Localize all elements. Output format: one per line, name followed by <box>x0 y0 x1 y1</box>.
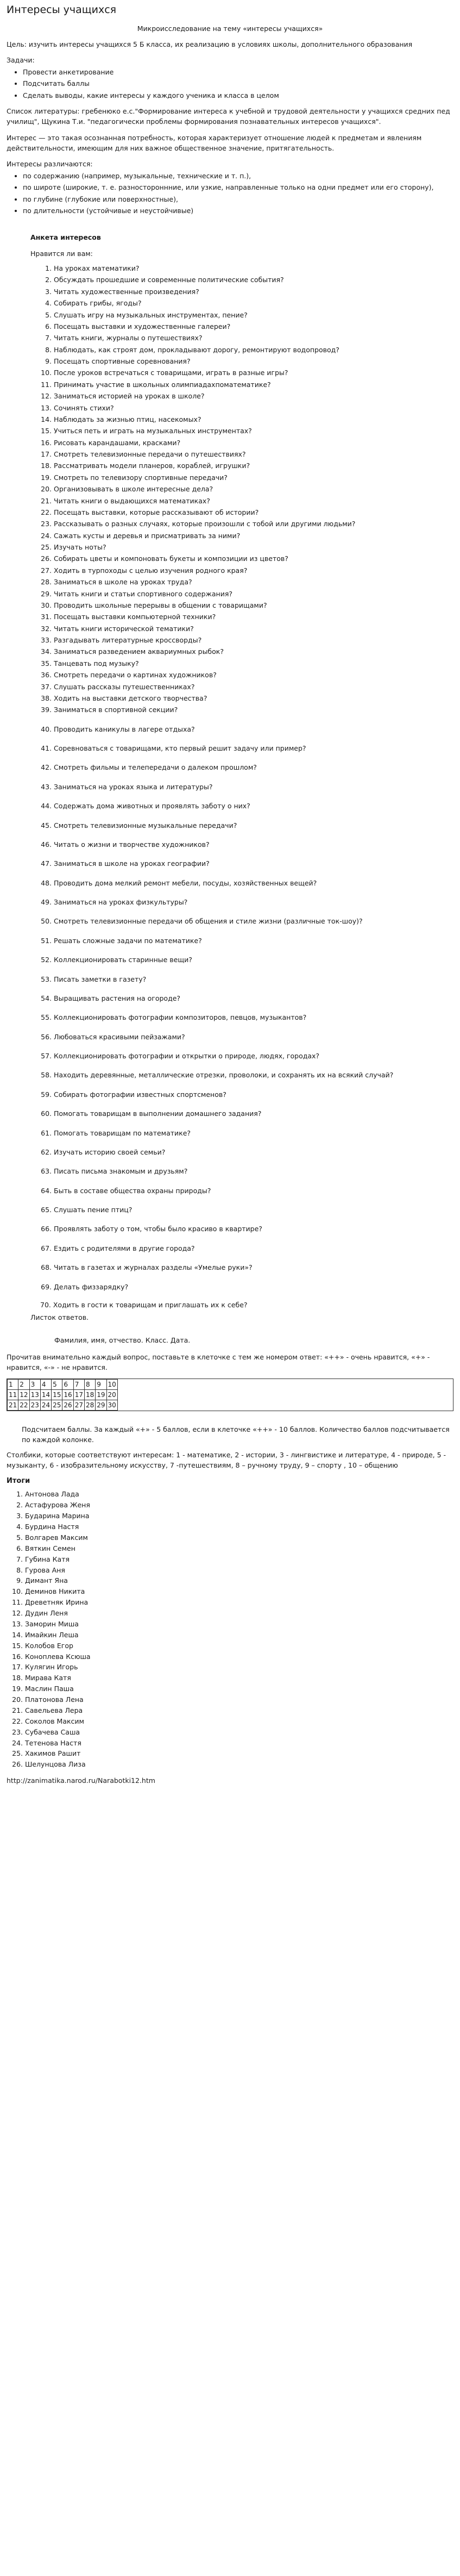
question-item: 37. Слушать рассказы путешественниках? <box>54 682 453 692</box>
grid-cell: 8 <box>84 1379 95 1389</box>
tasks-heading: Задачи: <box>7 56 35 65</box>
grid-cell: 28 <box>84 1400 95 1410</box>
question-item: 32. Читать книги исторической тематики? <box>54 623 453 634</box>
question-item: 54. Выращивать растения на огороде? <box>54 993 453 1003</box>
question-item: 34. Заниматься разведением аквариумных рыбок? <box>54 646 453 657</box>
question-item: 66. Проявлять заботу о том, чтобы было красиво в квартире? <box>54 1224 453 1234</box>
question-item: 27. Ходить в турпоходы с целью изучения родного края? <box>54 565 453 576</box>
question-item: 57. Коллекционировать фотографии и открытки о природе, людях, городах? <box>54 1051 453 1061</box>
grid-cell: 11 <box>8 1389 18 1400</box>
question-item: 3. Читать художественные произведения? <box>54 286 453 297</box>
student-name: 15. Колобов Егор <box>25 1641 453 1651</box>
student-name: 9. Димант Яна <box>25 1575 453 1586</box>
student-name: 5. Волгарев Максим <box>25 1532 453 1543</box>
question-item: 56. Любоваться красивыми пейзажами? <box>54 1032 453 1042</box>
student-name: 17. Кулягин Игорь <box>25 1662 453 1672</box>
questionnaire-intro: Нравится ли вам: <box>30 249 93 258</box>
page-title: Интересы учащихся <box>7 4 117 16</box>
student-name: 20. Платонова Лена <box>25 1694 453 1705</box>
subtitle: Микроисследование на тему «интересы учащихся» <box>137 24 323 33</box>
question-item: 22. Посещать выставки, которые рассказывают об истории? <box>54 507 453 517</box>
question-item: 13. Сочинять стихи? <box>54 403 453 413</box>
question-item: 24. Сажать кусты и деревья и присматривать за ними? <box>54 531 453 541</box>
question-item: 10. После уроков встречаться с товарищами, играть в разные игры? <box>54 367 453 378</box>
grid-cell: 9 <box>96 1379 106 1389</box>
grid-row <box>8 1400 455 1410</box>
question-item: 1. На уроках математики? <box>54 263 453 273</box>
question-70: 70. Ходить в гости к товарищам и приглашать их к себе? <box>40 1300 248 1309</box>
question-item: 38. Ходить на выставки детского творчества? <box>54 693 453 703</box>
question-item: 16. Рисовать карандашами, красками? <box>54 438 453 448</box>
question-item: 59. Собирать фотографии известных спортсменов? <box>54 1089 453 1100</box>
interest-type-item: • по содержанию (например, музыкальные, технические и т. п.), <box>23 171 453 181</box>
grid-cell: 17 <box>73 1389 84 1400</box>
tasks-list <box>7 67 453 101</box>
interest-type-item: • по глубине (глубокие или поверхностные), <box>23 194 453 204</box>
question-item: 17. Смотреть телевизионные передачи о путешествиях? <box>54 449 453 459</box>
student-name: 3. Бударина Марина <box>25 1511 453 1521</box>
student-name: 26. Шелунцова Лиза <box>25 1759 453 1769</box>
question-item: 25. Изучать ноты? <box>54 542 453 552</box>
question-item: 61. Помогать товарищам по математике? <box>54 1128 453 1138</box>
question-item: 62. Изучать историю своей семьи? <box>54 1147 453 1157</box>
question-item: 58. Находить деревянные, металлические отрезки, проволоки, и сохранять их на всякий случай? <box>54 1070 453 1080</box>
question-item: 50. Смотреть телевизионные передачи об общения и стиле жизни (различные ток-шоу)? <box>54 916 453 926</box>
grid-cell: 24 <box>40 1400 51 1410</box>
student-name: 19. Маслин Паша <box>25 1683 453 1694</box>
student-name: 10. Деминов Никита <box>25 1586 453 1596</box>
answer-grid-frame <box>7 1379 453 1411</box>
question-item: 36. Смотреть передачи о картинах художников? <box>54 670 453 680</box>
grid-row <box>8 1379 455 1389</box>
page <box>0 3 460 1786</box>
grid-cell: 26 <box>62 1400 73 1410</box>
student-name: 21. Савельева Лера <box>25 1705 453 1716</box>
question-item: 64. Быть в составе общества охраны природы? <box>54 1186 453 1196</box>
question-item: 46. Читать о жизни и творчестве художников? <box>54 839 453 850</box>
grid-empty-area <box>117 1389 454 1400</box>
question-item: 55. Коллекционировать фотографии композиторов, певцов, музыкантов? <box>54 1012 453 1022</box>
grid-empty-area <box>117 1379 454 1389</box>
question-item: 6. Посещать выставки и художественные галереи? <box>54 321 453 332</box>
source-link[interactable]: http://zanimatika.narod.ru/Narabotki12.htm <box>7 1776 155 1785</box>
question-item: 65. Слушать пение птиц? <box>54 1205 453 1215</box>
student-name: 6. Вяткин Семен <box>25 1543 453 1554</box>
question-item: 35. Танцевать под музыку? <box>54 658 453 669</box>
question-item: 20. Организовывать в школе интересные дела? <box>54 484 453 494</box>
student-name: 22. Соколов Максим <box>25 1716 453 1726</box>
question-item: 68. Читать в газетах и журналах разделы «Умелые руки»? <box>54 1262 453 1273</box>
question-item: 11. Принимать участие в школьных олимпиадахпоматематике? <box>54 379 453 390</box>
student-name: 8. Гурова Аня <box>25 1565 453 1575</box>
grid-cell: 4 <box>40 1379 51 1389</box>
grid-cell: 15 <box>52 1389 62 1400</box>
question-item: 51. Решать сложные задачи по математике? <box>54 935 453 946</box>
fio-line: Фамилия, имя, отчество. Класс. Дата. <box>54 1336 191 1344</box>
calc-text: Подсчитаем баллы. За каждый «+» - 5 баллов, если в клеточке «++» - 10 баллов. Количество баллов подсчитывается по каждой колонке. <box>22 1425 450 1444</box>
question-item: 63. Писать письма знакомым и друзьям? <box>54 1166 453 1176</box>
question-item: 5. Слушать игру на музыкальных инструментах, пение? <box>54 310 453 320</box>
student-name: 12. Дудин Леня <box>25 1608 453 1618</box>
questions-list <box>30 263 453 1292</box>
grid-cell: 2 <box>18 1379 29 1389</box>
question-item: 60. Помогать товарищам в выполнении домашнего задания? <box>54 1108 453 1119</box>
grid-cell: 7 <box>73 1379 84 1389</box>
question-item: 30. Проводить школьные перерывы в общении с товарищами? <box>54 600 453 610</box>
grid-cell: 3 <box>29 1379 40 1389</box>
question-item: 41. Соревноваться с товарищами, кто первый решит задачу или пример? <box>54 743 453 753</box>
question-item: 69. Делать физзарядку? <box>54 1282 453 1292</box>
student-name: 23. Субачева Саша <box>25 1727 453 1737</box>
grid-cell: 16 <box>62 1389 73 1400</box>
definition-text: Интерес — это такая осознанная потребность, которая характеризует отношение людей к предметам и явлениям действительности, имеющим для них важное общественное значение, притягательность. <box>7 133 422 153</box>
grid-cell: 13 <box>29 1389 40 1400</box>
grid-cell: 25 <box>52 1400 62 1410</box>
task-item: • Провести анкетирование <box>23 67 453 77</box>
question-item: 2. Обсуждать прошедшие и современные политические события? <box>54 275 453 285</box>
student-name: 13. Заморин Миша <box>25 1619 453 1629</box>
grid-cell: 14 <box>40 1389 51 1400</box>
question-item: 8. Наблюдать, как строят дом, прокладывают дорогу, ремонтируют водопровод? <box>54 345 453 355</box>
question-item: 15. Учиться петь и играть на музыкальных инструментах? <box>54 426 453 436</box>
question-item: 53. Писать заметки в газету? <box>54 974 453 984</box>
question-item: 23. Рассказывать о разных случаях, которые произошли с тобой или другими людьми? <box>54 519 453 529</box>
question-item: 44. Содержать дома животных и проявлять заботу о них? <box>54 801 453 811</box>
question-item: 48. Проводить дома мелкий ремонт мебели, посуды, хозяйственных вещей? <box>54 878 453 888</box>
answer-grid <box>7 1379 454 1411</box>
task-item: • Подсчитать баллы <box>23 78 453 89</box>
question-item: 33. Разгадывать литературные кроссворды? <box>54 635 453 645</box>
question-item: 29. Читать книги и статьи спортивного содержания? <box>54 589 453 599</box>
grid-cell: 22 <box>18 1400 29 1410</box>
itogi-heading: Итоги <box>7 1477 30 1486</box>
question-item: 4. Собирать грибы, ягоды? <box>54 298 453 308</box>
grid-cell: 20 <box>106 1389 117 1400</box>
student-name: 2. Астафурова Женя <box>25 1500 453 1510</box>
question-item: 39. Заниматься в спортивной секции? <box>54 704 453 715</box>
grid-cell: 27 <box>73 1400 84 1410</box>
question-item: 28. Заниматься в школе на уроках труда? <box>54 577 453 587</box>
columns-text: Столбики, которые соответствуют интересам: 1 - математике, 2 - истории, 3 - лингвистике и литературе, 4 - природе, 5 - музыканту, 6 - изобразительному искусству, 7 -путешествиям, 8 – ручному труду, 9 – спорту , 10 – общению <box>7 1450 446 1469</box>
names-list <box>7 1489 453 1769</box>
question-item: 12. Заниматься историей на уроках в школе? <box>54 391 453 401</box>
student-name: 1. Антонова Лада <box>25 1489 453 1499</box>
question-item: 43. Заниматься на уроках языка и литературы? <box>54 782 453 792</box>
student-name: 25. Хакимов Рашит <box>25 1748 453 1758</box>
question-item: 47. Заниматься в школе на уроках географии? <box>54 858 453 869</box>
question-item: 21. Читать книги о выдающихся математиках? <box>54 496 453 506</box>
grid-cell: 30 <box>106 1400 117 1410</box>
question-item: 9. Посещать спортивные соревнования? <box>54 356 453 366</box>
student-name: 24. Тетенова Настя <box>25 1738 453 1748</box>
grid-cell: 10 <box>106 1379 117 1389</box>
interest-type-item: • по широте (широкие, т. е. разностороннние, или узкие, направленные только на одни предмет или его сторону), <box>23 182 453 192</box>
grid-cell: 29 <box>96 1400 106 1410</box>
interest-type-item: • по длительности (устойчивые и неустойчивые) <box>23 205 453 216</box>
question-item: 31. Посещать выставки компьютерной техники? <box>54 612 453 622</box>
student-name: 16. Коноплева Ксюша <box>25 1651 453 1662</box>
questionnaire <box>30 232 453 1292</box>
question-item: 26. Собирать цветы и компоновать букеты и композиции из цветов? <box>54 553 453 564</box>
instruction-text: Прочитав внимательно каждый вопрос, поставьте в клеточке с тем же номером ответ: «++» - очень нравится, «+» - нравится, «-» - не нравится. <box>7 1353 430 1372</box>
question-item: 18. Рассматривать модели планеров, кораблей, игрушки? <box>54 460 453 471</box>
questionnaire-heading: Анкета интересов <box>30 233 101 242</box>
goal-text: Цель: изучить интересы учащихся 5 Б класса, их реализацию в условиях школы, дополнительного образования <box>7 40 413 49</box>
grid-cell: 5 <box>52 1379 62 1389</box>
task-item: • Сделать выводы, какие интересы у каждого ученика и класса в целом <box>23 90 453 101</box>
question-item: 40. Проводить каникулы в лагере отдыха? <box>54 724 453 734</box>
literature-text: Список литературы: гребенюко е.с."Формирование интереса к учебной и трудовой деятельности у учащихся средних пед училищ", Щукина Т.и. "педагогически проблемы формирования познавательных интересов учащихся". <box>7 107 450 126</box>
question-item: 19. Смотреть по телевизору спортивные передачи? <box>54 472 453 483</box>
question-item: 45. Смотреть телевизионные музыкальные передачи? <box>54 820 453 831</box>
student-name: 4. Бурдина Настя <box>25 1521 453 1532</box>
types-list <box>7 171 453 216</box>
question-item: 67. Ездить с родителями в другие города? <box>54 1243 453 1253</box>
question-item: 14. Наблюдать за жизнью птиц, насекомых? <box>54 414 453 425</box>
grid-cell: 19 <box>96 1389 106 1400</box>
student-name: 18. Мирава Катя <box>25 1673 453 1683</box>
grid-cell: 18 <box>84 1389 95 1400</box>
question-item: 7. Читать книги, журналы о путешествиях? <box>54 333 453 343</box>
grid-empty-area <box>117 1400 454 1410</box>
student-name: 11. Древетняк Ирина <box>25 1597 453 1607</box>
types-heading: Интересы различаются: <box>7 160 93 169</box>
question-item: 52. Коллекционировать старинные вещи? <box>54 955 453 965</box>
grid-cell: 1 <box>8 1379 18 1389</box>
answer-sheet-label: Листок ответов. <box>30 1313 89 1322</box>
question-item: 49. Заниматься на уроках физкультуры? <box>54 897 453 907</box>
question-item: 42. Смотреть фильмы и телепередачи о далеком прошлом? <box>54 762 453 772</box>
student-name: 14. Имайкин Леша <box>25 1630 453 1640</box>
grid-cell: 23 <box>29 1400 40 1410</box>
grid-row <box>8 1389 455 1400</box>
grid-cell: 12 <box>18 1389 29 1400</box>
student-name: 7. Губина Катя <box>25 1554 453 1564</box>
grid-cell: 6 <box>62 1379 73 1389</box>
grid-cell: 21 <box>8 1400 18 1410</box>
